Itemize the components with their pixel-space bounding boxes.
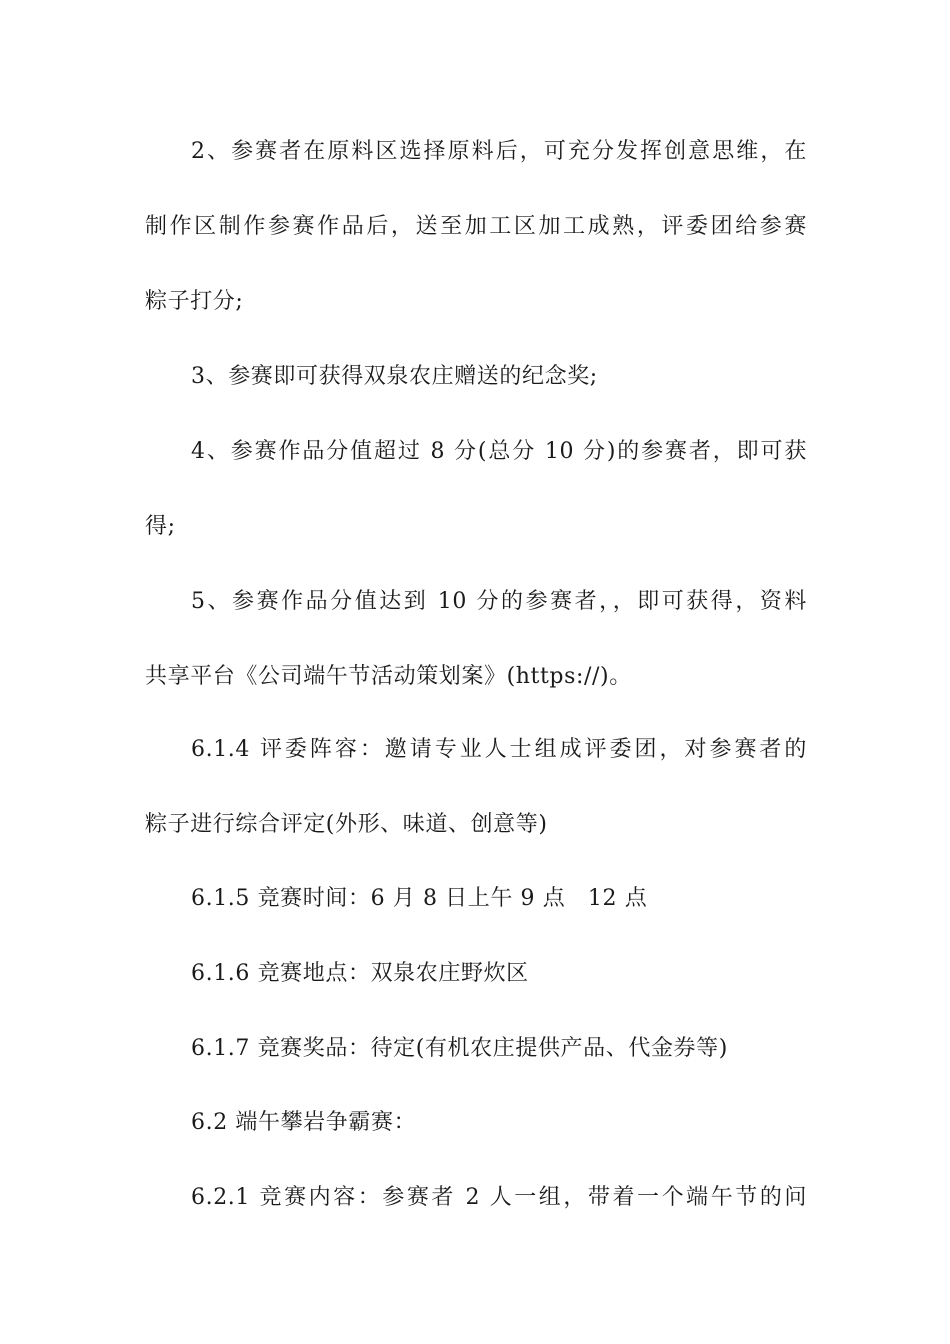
paragraph-line: 粽子进行综合评定(外形、味道、创意等): [145, 812, 548, 837]
paragraph-line: 粽子打分;: [145, 289, 244, 314]
paragraph-line: 6.1.5 竞赛时间：6 月 8 日上午 9 点 12 点: [191, 886, 648, 911]
section-heading: 6.2 端午攀岩争霸赛：: [191, 1110, 417, 1135]
paragraph-line: 共享平台《公司端午节活动策划案》(https://)。: [145, 664, 632, 689]
paragraph-line: 6.1.4 评委阵容：邀请专业人士组成评委团，对参赛者的: [191, 737, 807, 762]
paragraph-line: 6.1.6 竞赛地点：双泉农庄野炊区: [191, 961, 529, 986]
paragraph-line: 4、参赛作品分值超过 8 分(总分 10 分)的参赛者，即可获: [191, 439, 807, 464]
paragraph-line: 3、参赛即可获得双泉农庄赠送的纪念奖;: [191, 364, 598, 389]
paragraph-line: 制作区制作参赛作品后，送至加工区加工成熟，评委团给参赛: [145, 214, 807, 239]
paragraph-line: 2、参赛者在原料区选择原料后，可充分发挥创意思维，在: [191, 139, 807, 164]
paragraph-line: 6.2.1 竞赛内容：参赛者 2 人一组，带着一个端午节的问: [191, 1185, 807, 1210]
paragraph-line: 得;: [145, 514, 176, 539]
paragraph-line: 5、参赛作品分值达到 10 分的参赛者，，即可获得，资料: [191, 589, 807, 614]
paragraph-line: 6.1.7 竞赛奖品：待定(有机农庄提供产品、代金券等): [191, 1036, 728, 1061]
